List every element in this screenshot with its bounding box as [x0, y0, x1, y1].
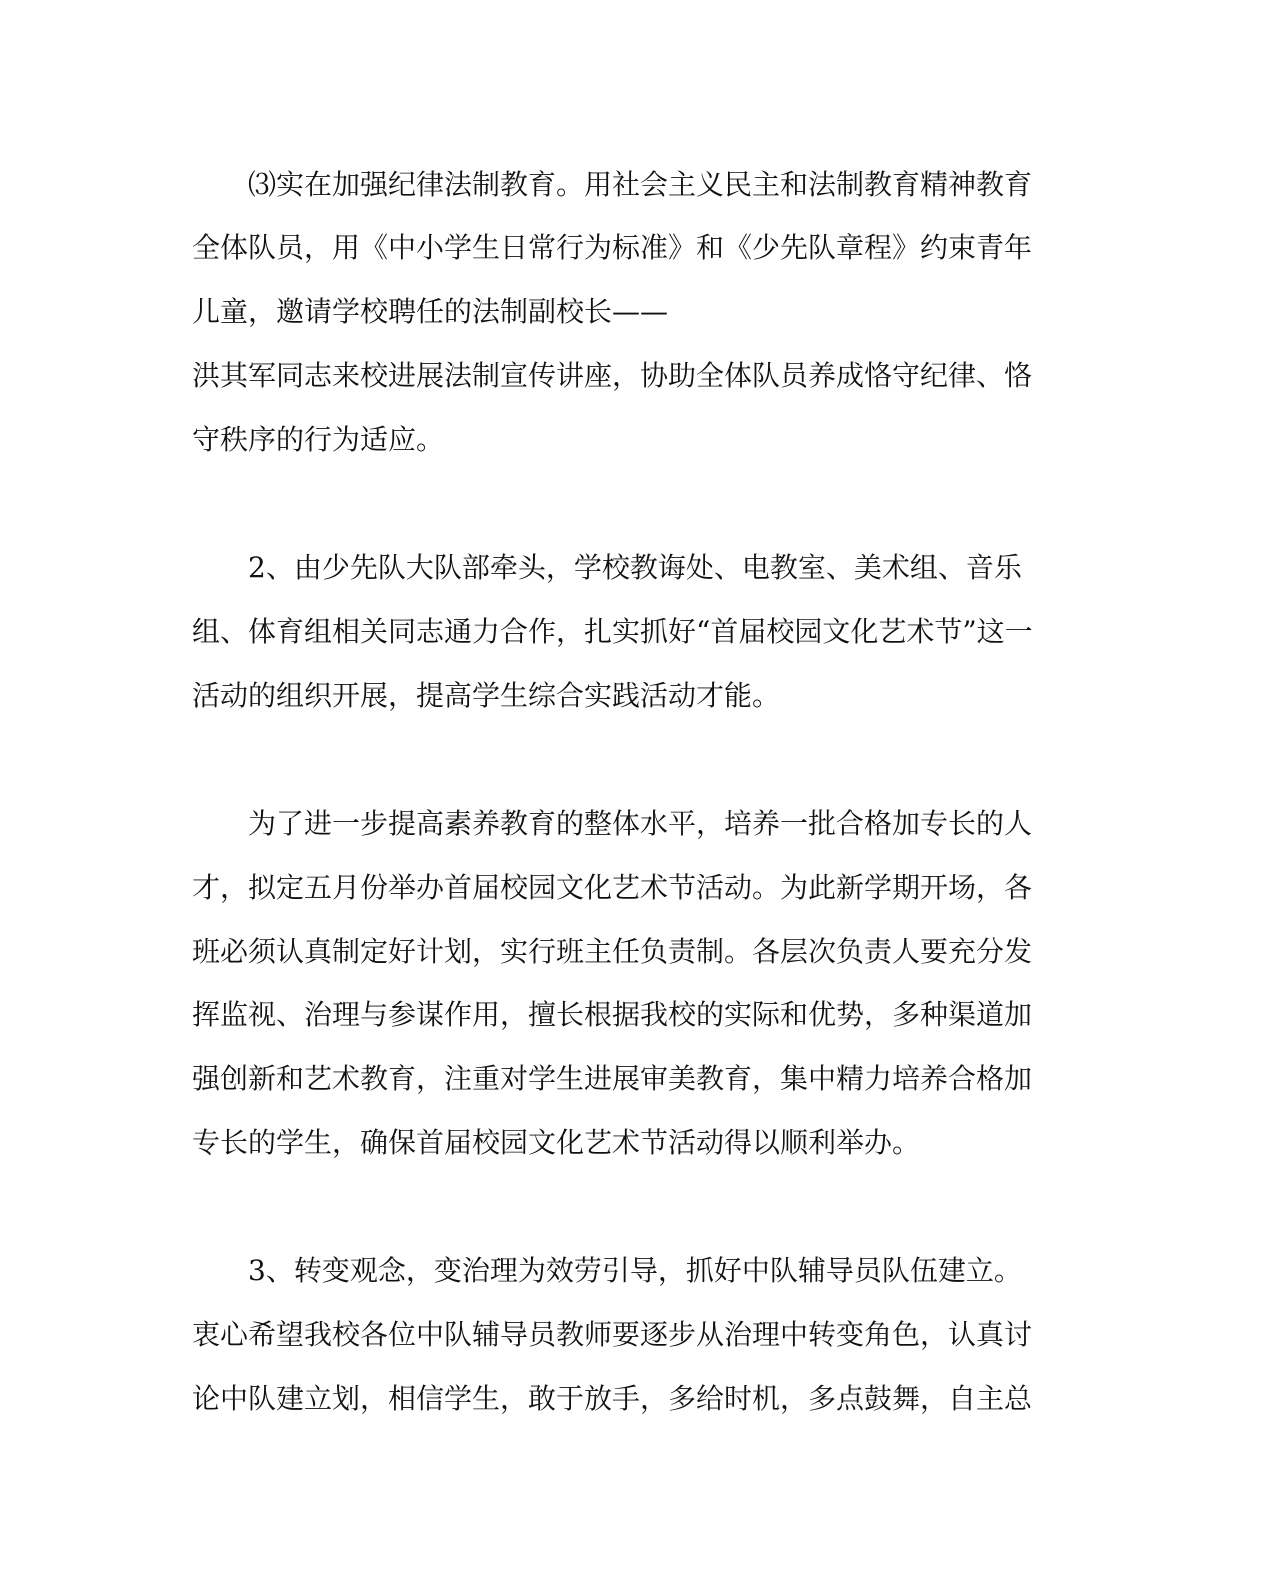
- paragraph-line: 活动的组织开展，提高学生综合实践活动才能。: [192, 679, 781, 712]
- paragraph-line: 儿童，邀请学校聘任的法制副校长——: [192, 295, 669, 328]
- paragraph-line: 论中队建立划，相信学生，敢于放手，多给时机，多点鼓舞，自主总: [192, 1382, 1033, 1415]
- paragraph-line: 强创新和艺术教育，注重对学生进展审美教育，集中精力培养合格加: [192, 1062, 1033, 1095]
- paragraph-line: 挥监视、治理与参谋作用，擅长根据我校的实际和优势，多种渠道加: [192, 998, 1033, 1031]
- paragraph-line: 组、体育组相关同志通力合作，扎实抓好“首届校园文化艺术节”这一: [192, 615, 1033, 648]
- paragraph-line: ⑶实在加强纪律法制教育。用社会主义民主和法制教育精神教育: [248, 168, 1033, 201]
- paragraph-line: 3、转变观念，变治理为效劳引导，抓好中队辅导员队伍建立。: [248, 1254, 1022, 1287]
- paragraph-line: 专长的学生，确保首届校园文化艺术节活动得以顺利举办。: [192, 1126, 921, 1159]
- paragraph-line: 2、由少先队大队部牵头，学校教诲处、电教室、美术组、音乐: [248, 551, 1022, 584]
- paragraph-line: 洪其军同志来校进展法制宣传讲座，协助全体队员养成恪守纪律、恪: [192, 359, 1033, 392]
- paragraph-line: 为了进一步提高素养教育的整体水平，培养一批合格加专长的人: [248, 807, 1033, 840]
- paragraph-line: 衷心希望我校各位中队辅导员教师要逐步从治理中转变角色，认真讨: [192, 1318, 1033, 1351]
- paragraph-line: 守秩序的行为适应。: [192, 423, 445, 456]
- paragraph-line: 班必须认真制定好计划，实行班主任负责制。各层次负责人要充分发: [192, 935, 1033, 968]
- paragraph-line: 才，拟定五月份举办首届校园文化艺术节活动。为此新学期开场，各: [192, 871, 1033, 904]
- paragraph-line: 全体队员，用《中小学生日常行为标准》和《少先队章程》约束青年: [192, 231, 1033, 264]
